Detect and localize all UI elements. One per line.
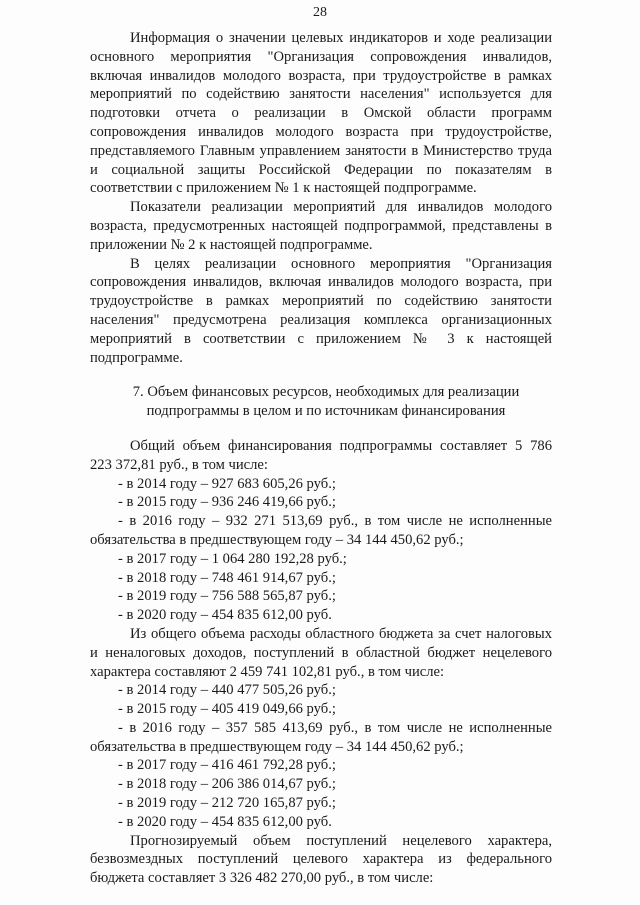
regional-2018: - в 2018 году – 206 386 014,67 руб.; <box>118 776 336 793</box>
total-2015: - в 2015 году – 936 246 419,66 руб.; <box>118 494 336 511</box>
regional-2017: - в 2017 году – 416 461 792,28 руб.; <box>118 757 336 774</box>
regional-2014: - в 2014 году – 440 477 505,26 руб.; <box>118 682 336 699</box>
paragraph-total-financing: Общий объем финансирования подпрограммы составляет 5 786 223 372,81 руб., в том числе: <box>90 437 552 473</box>
paragraph-indicators-appendix: Показатели реализации мероприятий для инвалидов молодого возраста, предусмотренных настоящей подпрограммой, представлены в приложении № 2 к настоящей подпрограмме. <box>90 199 552 253</box>
regional-2015: - в 2015 году – 405 419 049,66 руб.; <box>118 701 336 718</box>
total-2020: - в 2020 году – 454 835 612,00 руб. <box>118 607 332 624</box>
paragraph-indicators-info: Информация о значении целевых индикаторов и ходе реализации основного мероприятия "Организация сопровождения инвалидов, включая инвалидов молодого возраста, при трудоустройстве в рамках мероприятий по содействию занятости населения" используется для подготовки отчета о реализации в Омской области программ сопровождения инвалидов молодого возраста при трудоустройстве, представляемого Главным управлением занятости в Министерство труда и социальной защиты Российской Федерации по показателям в соответствии с приложением № 1 к настоящей подпрограмме. <box>90 30 552 197</box>
paragraph-forecast-federal: Прогнозируемый объем поступлений нецелевого характера, безвозмездных поступлений целевого характера из федерального бюджета составляет 3 326 482 270,00 руб., в том числе: <box>90 832 552 887</box>
section-heading-line-1: 7. Объем финансовых ресурсов, необходимых для реализации <box>132 384 520 401</box>
regional-2019: - в 2019 году – 212 720 165,87 руб.; <box>118 795 336 812</box>
paragraph-organizational-measures: В целях реализации основного мероприятия "Организация сопровождения инвалидов, включая инвалидов молодого возраста, при трудоустройстве в рамках мероприятий по содействию занятости населения" предусмотрена реализация комплекса организационных мероприятий в соответствии с приложением № 3 к настоящей подпрограмме. <box>90 255 552 366</box>
total-2016: - в 2016 году – 932 271 513,69 руб., в том числе не исполненные обязательства в предшествующем году – 34 144 450,62 руб.; <box>90 513 552 548</box>
total-2017: - в 2017 году – 1 064 280 192,28 руб.; <box>118 550 347 567</box>
document-body <box>90 29 552 888</box>
section-heading <box>90 383 552 421</box>
paragraph-regional-budget: Из общего объема расходы областного бюджета за счет налоговых и неналоговых доходов, поступлений в областной бюджет нецелевого характера составляют 2 459 741 102,81 руб., в том числе: <box>90 625 552 680</box>
total-2019: - в 2019 году – 756 588 565,87 руб.; <box>118 588 336 605</box>
regional-2020: - в 2020 году – 454 835 612,00 руб. <box>118 813 332 830</box>
section-heading-line-2: подпрограммы в целом и по источникам финансирования <box>146 403 506 420</box>
total-2018: - в 2018 году – 748 461 914,67 руб.; <box>118 569 336 586</box>
total-2014: - в 2014 году – 927 683 605,26 руб.; <box>118 475 336 492</box>
regional-2016: - в 2016 году – 357 585 413,69 руб., в том числе не исполненные обязательства в предшествующем году – 34 144 450,62 руб.; <box>90 719 552 755</box>
page-number: 28 <box>313 5 327 20</box>
